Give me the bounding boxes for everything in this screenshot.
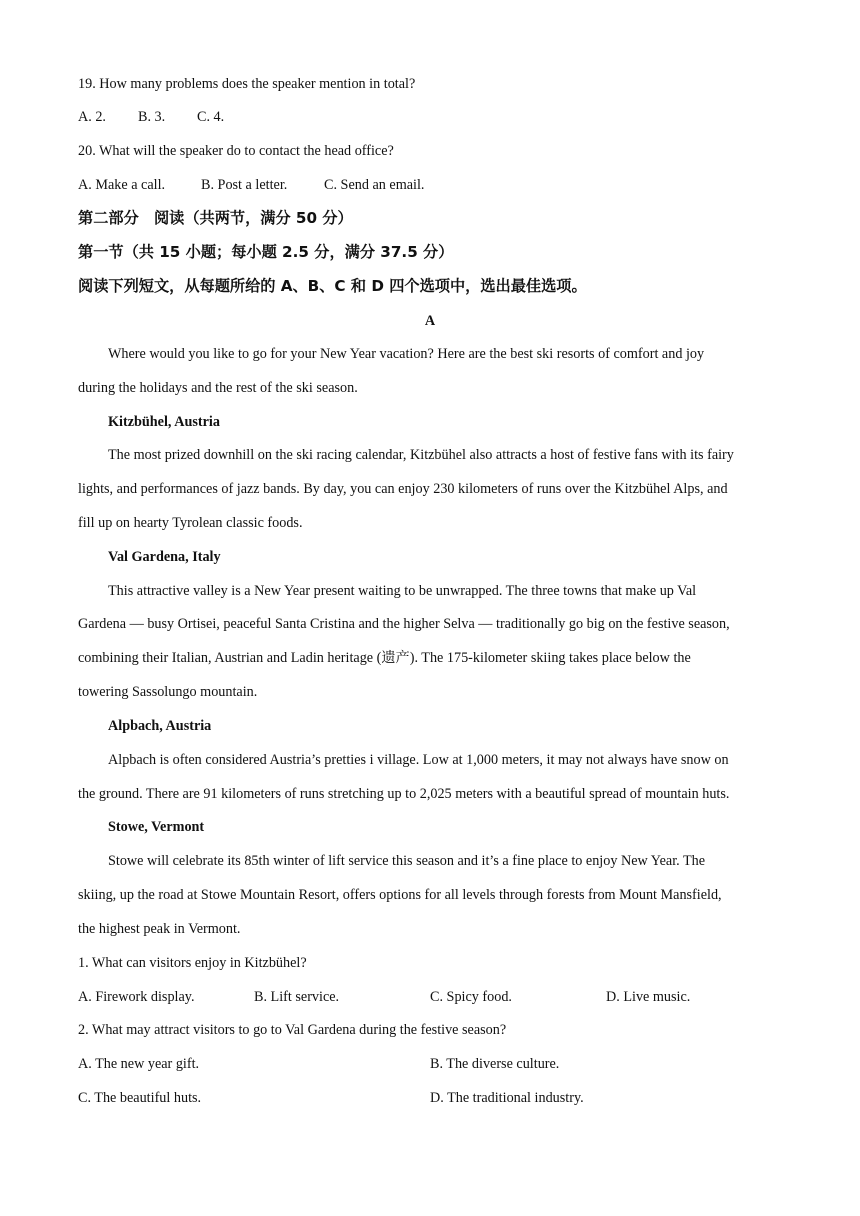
question-20: 20. What will the speaker do to contact the head office? <box>78 143 394 159</box>
resort-text-line: The most prized downhill on the ski racing calendar, Kitzbühel also attracts a host of festive fans with its fairy <box>108 447 734 463</box>
q2-option-d: D. The traditional industry. <box>430 1090 584 1106</box>
q19-option-b: B. 3. <box>138 109 166 125</box>
resort-heading-val-gardena: Val Gardena, Italy <box>108 549 221 565</box>
q19-option-a: A. 2. <box>78 109 106 125</box>
q1-option-a: A. Firework display. <box>78 989 195 1005</box>
question-1: 1. What can visitors enjoy in Kitzbühel? <box>78 955 307 971</box>
resort-text-line: skiing, up the road at Stowe Mountain Resort, offers options for all levels through forests from Mount Mansfield, <box>78 887 722 903</box>
part2-heading: 第二部分 阅读（共两节，满分 50 分） <box>78 209 353 227</box>
q1-option-b: B. Lift service. <box>254 989 340 1005</box>
resort-text-line: lights, and performances of jazz bands. By day, you can enjoy 230 kilometers of runs over the Kitzbühel Alps, and <box>78 481 728 497</box>
resort-text-line: combining their Italian, Austrian and Ladin heritage (遗产). The 175-kilometer skiing takes place below the <box>78 650 691 666</box>
instruction-heading: 阅读下列短文，从每题所给的 A、B、C 和 D 四个选项中，选出最佳选项。 <box>78 277 587 295</box>
passage-letter: A <box>424 313 436 329</box>
resort-heading-stowe: Stowe, Vermont <box>108 819 205 835</box>
resort-text-line: Alpbach is often considered Austria’s pretties i village. Low at 1,000 meters, it may not always have snow on <box>108 752 729 768</box>
intro-line: during the holidays and the rest of the ski season. <box>78 380 358 396</box>
q1-option-c: C. Spicy food. <box>430 989 512 1005</box>
resort-text-line: Stowe will celebrate its 85th winter of lift service this season and it’s a fine place to enjoy New Year. The <box>108 853 706 869</box>
q2-option-a: A. The new year gift. <box>78 1056 200 1072</box>
q2-option-c: C. The beautiful huts. <box>78 1090 202 1106</box>
question-19: 19. How many problems does the speaker mention in total? <box>78 76 416 92</box>
resort-text-line: fill up on hearty Tyrolean classic foods. <box>78 515 303 531</box>
resort-heading-alpbach: Alpbach, Austria <box>108 718 212 734</box>
q20-option-a: A. Make a call. <box>78 177 166 193</box>
resort-heading-kitzbuhel: Kitzbühel, Austria <box>108 414 220 430</box>
resort-text-line: towering Sassolungo mountain. <box>78 684 258 700</box>
intro-line: Where would you like to go for your New Year vacation? Here are the best ski resorts of comfort and joy <box>108 346 705 362</box>
q20-option-c: C. Send an email. <box>324 177 425 193</box>
resort-text-line: the ground. There are 91 kilometers of runs stretching up to 2,025 meters with a beautiful spread of mountain huts. <box>78 786 730 802</box>
section1-heading: 第一节（共 15 小题；每小题 2.5 分，满分 37.5 分） <box>78 243 454 261</box>
q19-option-c: C. 4. <box>197 109 225 125</box>
question-2: 2. What may attract visitors to go to Val Gardena during the festive season? <box>78 1022 507 1038</box>
q1-option-d: D. Live music. <box>606 989 691 1005</box>
resort-text-line: the highest peak in Vermont. <box>78 921 241 937</box>
resort-text-line: Gardena — busy Ortisei, peaceful Santa Cristina and the higher Selva — traditionally go big on the festive season, <box>78 616 730 632</box>
resort-text-line: This attractive valley is a New Year present waiting to be unwrapped. The three towns that make up Val <box>108 583 697 599</box>
q2-option-b: B. The diverse culture. <box>430 1056 560 1072</box>
q20-option-b: B. Post a letter. <box>201 177 288 193</box>
